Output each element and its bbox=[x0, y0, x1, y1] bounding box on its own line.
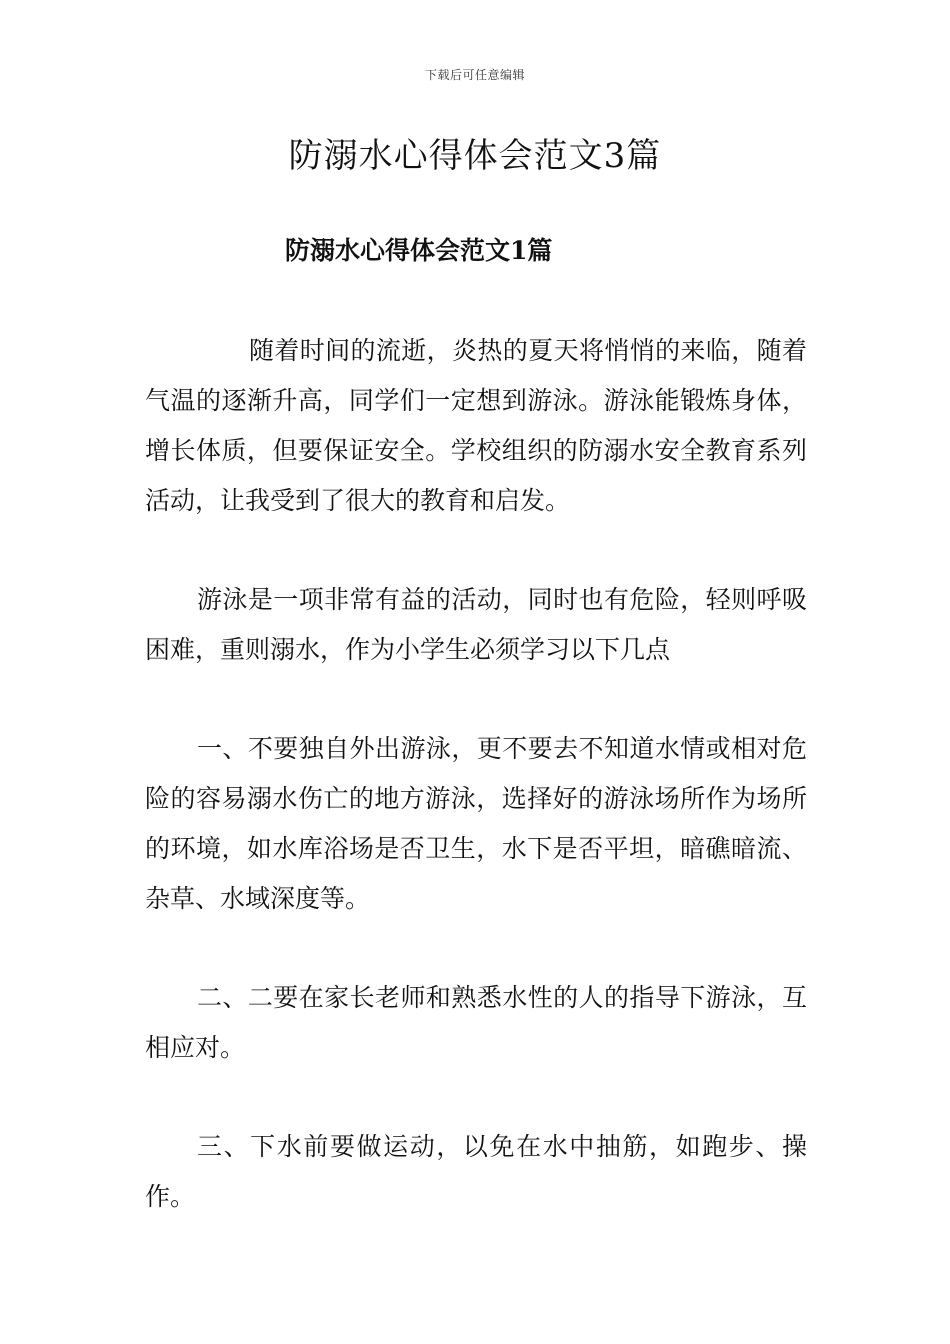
paragraph-intro: 随着时间的流逝，炎热的夏天将悄悄的来临，随着气温的逐渐升高，同学们一定想到游泳。游泳能锻炼身体，增长体质，但要保证安全。学校组织的防溺水安全教育系列活动，让我受到了很大的教育和启发。 bbox=[145, 336, 807, 515]
section-title: 防溺水心得体会范文1篇 bbox=[285, 236, 553, 265]
paragraph-swimming-risk: 游泳是一项非常有益的活动，同时也有危险，轻则呼吸困难，重则溺水，作为小学生必须学习以下几点 bbox=[145, 585, 807, 664]
document-title: 防溺水心得体会范文3篇 bbox=[288, 136, 662, 176]
header-note: 下载后可任意编辑 bbox=[424, 68, 525, 82]
paragraph-point-one: 一、不要独自外出游泳，更不要去不知道水情或相对危险的容易溺水伤亡的地方游泳，选择好的游泳场所作为场所的环境，如水库浴场是否卫生，水下是否平坦，暗礁暗流、杂草、水域深度等。 bbox=[145, 734, 807, 913]
paragraph-point-three: 三、下水前要做运动，以免在水中抽筋，如跑步、操作。 bbox=[145, 1132, 807, 1211]
paragraph-point-two: 二、二要在家长老师和熟悉水性的人的指导下游泳，互相应对。 bbox=[145, 983, 807, 1062]
